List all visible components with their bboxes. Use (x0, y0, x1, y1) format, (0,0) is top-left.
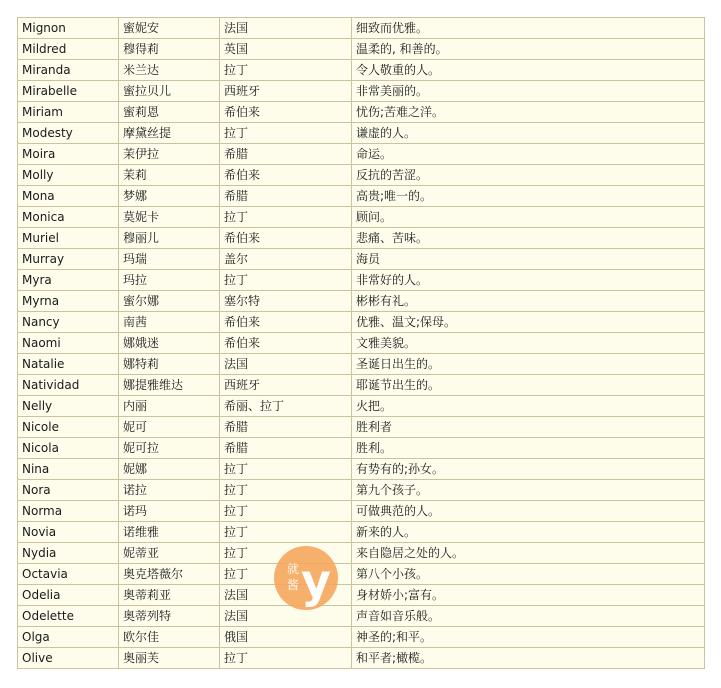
cell-english: Myra (18, 270, 119, 291)
cell-origin: 拉丁 (220, 648, 352, 669)
cell-origin: 拉丁 (220, 501, 352, 522)
cell-chinese: 玛拉 (119, 270, 220, 291)
cell-english: Nydia (18, 543, 119, 564)
cell-meaning: 声音如音乐般。 (352, 606, 705, 627)
cell-meaning: 细致而优雅。 (352, 18, 705, 39)
cell-english: Norma (18, 501, 119, 522)
cell-meaning: 火把。 (352, 396, 705, 417)
cell-chinese: 诺玛 (119, 501, 220, 522)
cell-chinese: 蜜莉恩 (119, 102, 220, 123)
cell-origin: 拉丁 (220, 459, 352, 480)
cell-origin: 拉丁 (220, 522, 352, 543)
cell-chinese: 摩黛丝提 (119, 123, 220, 144)
cell-meaning: 非常好的人。 (352, 270, 705, 291)
cell-chinese: 蜜拉贝儿 (119, 81, 220, 102)
cell-chinese: 蜜妮安 (119, 18, 220, 39)
watermark-logo-icon (273, 545, 339, 611)
cell-origin: 法国 (220, 354, 352, 375)
table-row (18, 60, 705, 81)
cell-meaning: 顾问。 (352, 207, 705, 228)
cell-meaning: 神圣的;和平。 (352, 627, 705, 648)
cell-origin: 希腊 (220, 144, 352, 165)
cell-chinese: 奥蒂列特 (119, 606, 220, 627)
cell-chinese: 玛瑞 (119, 249, 220, 270)
cell-meaning: 谦虚的人。 (352, 123, 705, 144)
cell-chinese: 茉莉 (119, 165, 220, 186)
cell-origin: 法国 (220, 18, 352, 39)
cell-meaning: 胜利。 (352, 438, 705, 459)
cell-meaning: 非常美丽的。 (352, 81, 705, 102)
cell-english: Natalie (18, 354, 119, 375)
names-table-body (18, 18, 705, 669)
cell-chinese: 娜娥迷 (119, 333, 220, 354)
cell-english: Nina (18, 459, 119, 480)
cell-english: Modesty (18, 123, 119, 144)
cell-origin: 西班牙 (220, 81, 352, 102)
table-row (18, 480, 705, 501)
cell-chinese: 诺拉 (119, 480, 220, 501)
cell-meaning: 悲痛、苦味。 (352, 228, 705, 249)
cell-english: Miranda (18, 60, 119, 81)
cell-chinese: 奥克塔薇尔 (119, 564, 220, 585)
cell-chinese: 穆丽儿 (119, 228, 220, 249)
cell-meaning: 高贵;唯一的。 (352, 186, 705, 207)
cell-origin: 拉丁 (220, 543, 352, 564)
cell-chinese: 南茜 (119, 312, 220, 333)
table-row (18, 627, 705, 648)
table-row (18, 18, 705, 39)
cell-english: Nicola (18, 438, 119, 459)
cell-english: Murray (18, 249, 119, 270)
cell-english: Odelia (18, 585, 119, 606)
cell-origin: 法国 (220, 606, 352, 627)
cell-chinese: 奥丽芙 (119, 648, 220, 669)
cell-chinese: 内丽 (119, 396, 220, 417)
cell-english: Monica (18, 207, 119, 228)
table-row (18, 207, 705, 228)
cell-meaning: 海员 (352, 249, 705, 270)
cell-meaning: 彬彬有礼。 (352, 291, 705, 312)
cell-meaning: 新来的人。 (352, 522, 705, 543)
cell-meaning: 身材娇小;富有。 (352, 585, 705, 606)
table-row (18, 501, 705, 522)
cell-meaning: 有势有的;孙女。 (352, 459, 705, 480)
cell-english: Naomi (18, 333, 119, 354)
cell-english: Novia (18, 522, 119, 543)
cell-meaning: 第九个孩子。 (352, 480, 705, 501)
table-row (18, 270, 705, 291)
table-row (18, 123, 705, 144)
table-row (18, 438, 705, 459)
cell-origin: 拉丁 (220, 60, 352, 81)
cell-origin: 拉丁 (220, 207, 352, 228)
cell-origin: 希伯来 (220, 165, 352, 186)
cell-chinese: 莫妮卡 (119, 207, 220, 228)
cell-meaning: 胜利者 (352, 417, 705, 438)
cell-english: Nelly (18, 396, 119, 417)
cell-meaning: 忧伤;苦难之洋。 (352, 102, 705, 123)
table-row (18, 249, 705, 270)
table-row (18, 291, 705, 312)
cell-english: Mignon (18, 18, 119, 39)
cell-english: Octavia (18, 564, 119, 585)
table-row (18, 354, 705, 375)
cell-origin: 俄国 (220, 627, 352, 648)
watermark-char-2: 酱 (287, 578, 300, 592)
cell-meaning: 命运。 (352, 144, 705, 165)
cell-meaning: 文雅美貌。 (352, 333, 705, 354)
cell-english: Olga (18, 627, 119, 648)
cell-chinese: 娜提雅维达 (119, 375, 220, 396)
table-row (18, 144, 705, 165)
cell-chinese: 欧尔佳 (119, 627, 220, 648)
table-row (18, 333, 705, 354)
cell-chinese: 蜜尔娜 (119, 291, 220, 312)
cell-origin: 希伯来 (220, 228, 352, 249)
cell-meaning: 反抗的苦涩。 (352, 165, 705, 186)
cell-origin: 拉丁 (220, 480, 352, 501)
cell-chinese: 穆得莉 (119, 39, 220, 60)
table-row (18, 375, 705, 396)
cell-english: Myrna (18, 291, 119, 312)
cell-meaning: 圣诞日出生的。 (352, 354, 705, 375)
cell-english: Mona (18, 186, 119, 207)
cell-origin: 英国 (220, 39, 352, 60)
cell-origin: 盖尔 (220, 249, 352, 270)
cell-chinese: 妮娜 (119, 459, 220, 480)
cell-chinese: 妮可拉 (119, 438, 220, 459)
cell-chinese: 奥蒂莉亚 (119, 585, 220, 606)
cell-meaning: 可做典范的人。 (352, 501, 705, 522)
watermark-logo (273, 545, 339, 611)
watermark-letter: y (301, 554, 331, 608)
cell-origin: 希丽、拉丁 (220, 396, 352, 417)
cell-english: Muriel (18, 228, 119, 249)
cell-origin: 希腊 (220, 186, 352, 207)
cell-meaning: 第八个小孩。 (352, 564, 705, 585)
cell-meaning: 温柔的, 和善的。 (352, 39, 705, 60)
table-row (18, 648, 705, 669)
table-row (18, 102, 705, 123)
cell-origin: 法国 (220, 585, 352, 606)
cell-english: Nora (18, 480, 119, 501)
cell-english: Odelette (18, 606, 119, 627)
table-row (18, 522, 705, 543)
cell-origin: 希伯来 (220, 102, 352, 123)
cell-chinese: 梦娜 (119, 186, 220, 207)
table-row (18, 81, 705, 102)
cell-origin: 拉丁 (220, 123, 352, 144)
cell-meaning: 耶诞节出生的。 (352, 375, 705, 396)
table-row (18, 564, 705, 585)
table-row (18, 417, 705, 438)
cell-chinese: 娜特莉 (119, 354, 220, 375)
cell-english: Olive (18, 648, 119, 669)
table-row (18, 459, 705, 480)
cell-english: Moira (18, 144, 119, 165)
table-row (18, 228, 705, 249)
cell-english: Molly (18, 165, 119, 186)
cell-chinese: 妮蒂亚 (119, 543, 220, 564)
cell-origin: 西班牙 (220, 375, 352, 396)
cell-meaning: 优雅、温文;保母。 (352, 312, 705, 333)
table-row (18, 543, 705, 564)
cell-meaning: 和平者;橄榄。 (352, 648, 705, 669)
cell-origin: 塞尔特 (220, 291, 352, 312)
cell-chinese: 米兰达 (119, 60, 220, 81)
names-table (17, 17, 705, 669)
table-row (18, 165, 705, 186)
cell-meaning: 来自隐居之处的人。 (352, 543, 705, 564)
table-row (18, 186, 705, 207)
cell-english: Miriam (18, 102, 119, 123)
cell-chinese: 妮可 (119, 417, 220, 438)
table-row (18, 585, 705, 606)
watermark-char-1: 就 (287, 562, 300, 576)
cell-english: Mirabelle (18, 81, 119, 102)
cell-chinese: 诺维雅 (119, 522, 220, 543)
cell-meaning: 令人敬重的人。 (352, 60, 705, 81)
cell-english: Nicole (18, 417, 119, 438)
cell-english: Nancy (18, 312, 119, 333)
cell-origin: 希伯来 (220, 333, 352, 354)
cell-english: Natividad (18, 375, 119, 396)
table-row (18, 312, 705, 333)
cell-origin: 希腊 (220, 417, 352, 438)
cell-english: Mildred (18, 39, 119, 60)
cell-origin: 拉丁 (220, 270, 352, 291)
cell-chinese: 茉伊拉 (119, 144, 220, 165)
cell-origin: 希腊 (220, 438, 352, 459)
cell-origin: 希伯来 (220, 312, 352, 333)
table-row (18, 396, 705, 417)
table-row (18, 606, 705, 627)
cell-origin: 拉丁 (220, 564, 352, 585)
table-row (18, 39, 705, 60)
